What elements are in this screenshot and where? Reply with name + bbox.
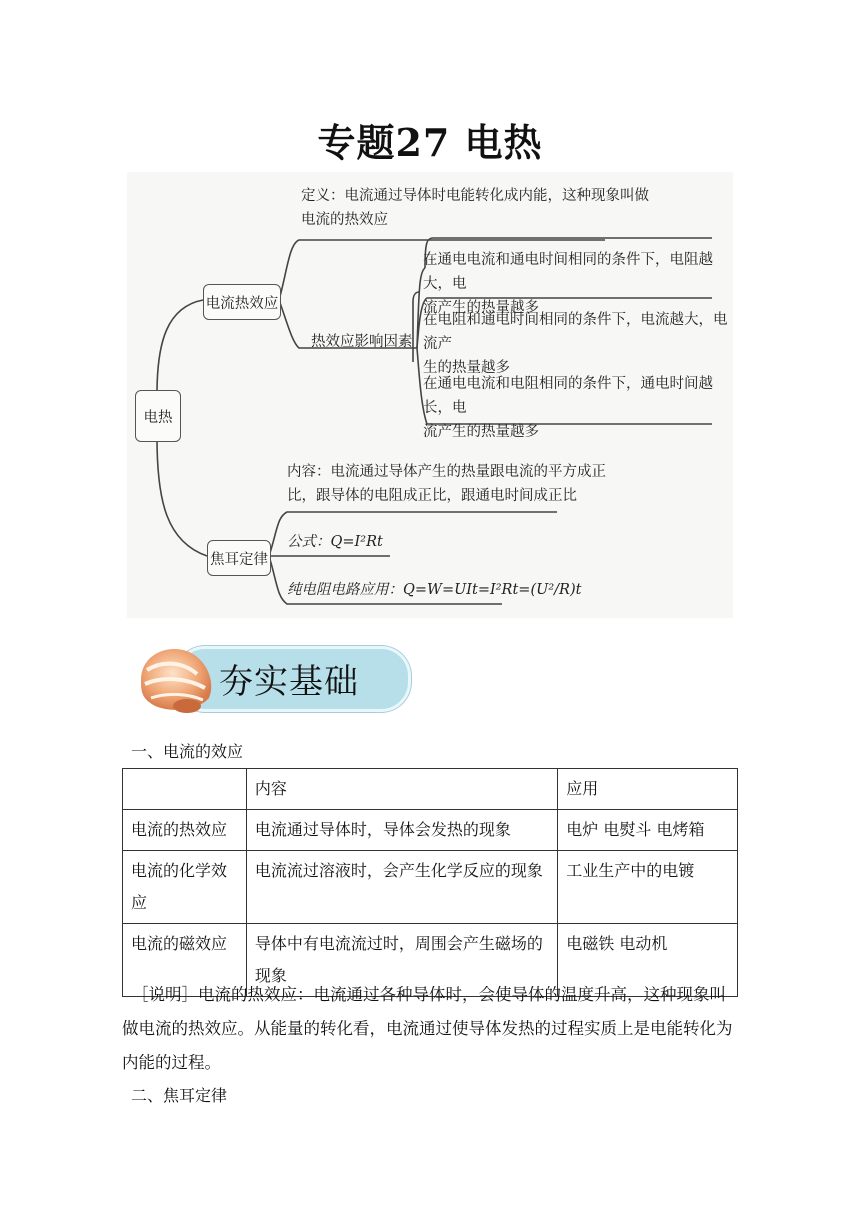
pure-resistance-formula: 纯电阻电路应用：Q=W=UIt=I²Rt=(U²/R)t: [287, 582, 582, 598]
text-line: 内容：电流通过导体产生的热量跟电流的平方成正: [287, 464, 606, 480]
joule-formula: 公式：Q=I²Rt: [287, 534, 383, 550]
branch-label: 电流热效应: [205, 295, 279, 312]
table-header-cell: 应用: [558, 769, 738, 810]
text-line: 生的热量越多: [423, 360, 510, 376]
branch-label: 焦耳定律: [210, 551, 268, 568]
explanation-note: ［说明］电流的热效应：电流通过各种导体时，会使导体的温度升高，这种现象叫做电流的热效应。从能量的转化看，电流通过使导体发热的过程实质上是电能转化为内能的过程。: [122, 985, 733, 1072]
table-cell: 工业生产中的电镀: [558, 851, 738, 924]
factor-item: [423, 308, 733, 380]
table-cell: 电流的热效应: [123, 810, 247, 851]
table-row: [123, 810, 738, 851]
text-line: 在通电电流和通电时间相同的条件下，电阻越大，电: [423, 252, 713, 292]
table-header-row: [123, 769, 738, 810]
text-line: 流产生的热量越多: [423, 300, 539, 316]
seashell-icon: [133, 640, 223, 718]
table-cell: 电磁铁 电动机: [558, 924, 738, 997]
effects-table: [122, 768, 738, 997]
banner-label: 夯实基础: [219, 662, 359, 702]
factors-label: 热效应影响因素: [311, 334, 413, 350]
text-line: 在电阻和通电时间相同的条件下，电流越大，电流产: [423, 312, 728, 352]
page-title: 专题27 电热: [317, 120, 543, 165]
table-cell: 电流的磁效应: [123, 924, 247, 997]
mind-map: [127, 172, 733, 618]
definition-text: [301, 184, 649, 232]
table-cell: 电流的化学效应: [123, 851, 247, 924]
text-line: 定义：电流通过导体时电能转化成内能，这种现象叫做: [301, 188, 649, 204]
table-cell: 电流通过导体时，导体会发热的现象: [246, 810, 557, 851]
table-row: [123, 851, 738, 924]
mind-map-branch-node-joule-law: [207, 540, 271, 576]
text-line: 电流的热效应: [301, 212, 388, 228]
mind-map-branch-node-heat-effect: [203, 284, 281, 320]
table-header-cell: 内容: [246, 769, 557, 810]
text-line: 在通电电流和电阻相同的条件下，通电时间越长，电: [423, 376, 713, 416]
text-line: 比，跟导体的电阻成正比，跟通电时间成正比: [287, 488, 577, 504]
table-cell: 电炉 电熨斗 电烤箱: [558, 810, 738, 851]
section-banner: [133, 640, 413, 718]
factor-item: [423, 372, 733, 444]
text-line: 流产生的热量越多: [423, 424, 539, 440]
section-heading: 二、焦耳定律: [131, 1086, 228, 1105]
mind-map-root-node: [135, 390, 181, 442]
joule-content: [287, 460, 606, 508]
section-heading: 一、电流的效应: [131, 742, 244, 761]
table-header-cell: [123, 769, 247, 810]
table-cell: 电流流过溶液时，会产生化学反应的现象: [246, 851, 557, 924]
root-label: 电热: [143, 409, 173, 426]
table-cell: 导体中有电流流过时，周围会产生磁场的现象: [246, 924, 557, 997]
